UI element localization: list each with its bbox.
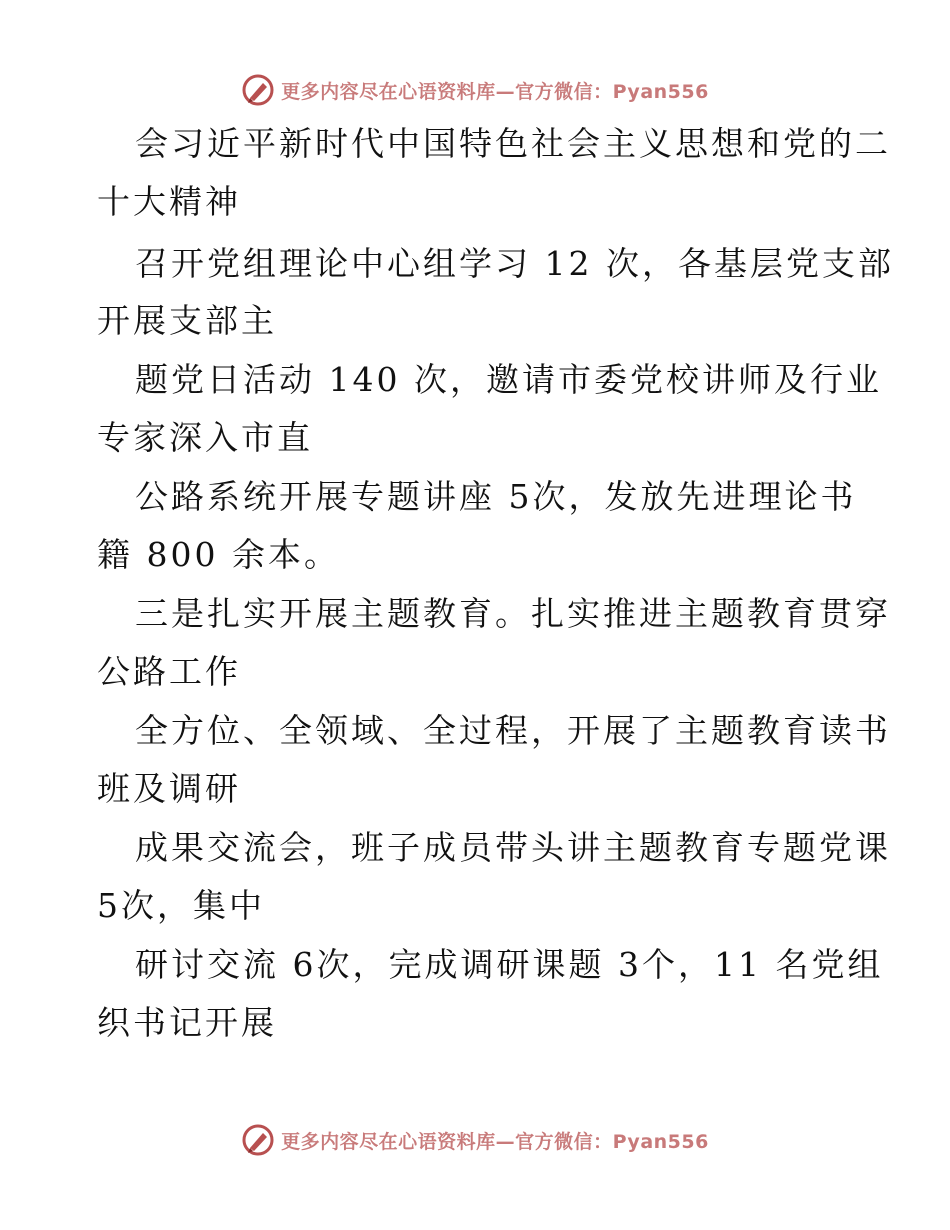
- body-line-6: 专家深入市直: [97, 418, 313, 457]
- body-line-14: 5次，集中: [97, 886, 265, 925]
- body-line-8: 籍 800 余本。: [97, 535, 340, 574]
- body-line-3: 召开党组理论中心组学习 12 次，各基层党支部: [135, 244, 894, 283]
- body-line-11: 全方位、全领域、全过程，开展了主题教育读书: [135, 711, 891, 750]
- body-line-12: 班及调研: [97, 769, 241, 808]
- body-line-7: 公路系统开展专题讲座 5次，发放先进理论书: [135, 477, 857, 516]
- pen-logo-icon: [241, 1123, 275, 1157]
- pen-logo-icon: [241, 73, 275, 107]
- body-line-1: 会习近平新时代中国特色社会主义思想和党的二: [135, 124, 891, 163]
- watermark-text: 更多内容尽在心语资料库—官方微信：Pyan556: [281, 1130, 709, 1153]
- footer-watermark: [0, 1120, 950, 1160]
- body-line-2: 十大精神: [97, 182, 241, 221]
- body-line-15: 研讨交流 6次，完成调研课题 3个，11 名党组: [135, 945, 884, 984]
- body-line-9: 三是扎实开展主题教育。扎实推进主题教育贯穿: [135, 594, 891, 633]
- body-line-13: 成果交流会，班子成员带头讲主题教育专题党课: [135, 828, 891, 867]
- body-line-5: 题党日活动 140 次，邀请市委党校讲师及行业: [135, 360, 882, 399]
- body-line-4: 开展支部主: [97, 301, 277, 340]
- watermark-text: 更多内容尽在心语资料库—官方微信：Pyan556: [281, 80, 709, 103]
- body-line-16: 织书记开展: [97, 1003, 277, 1042]
- body-line-10: 公路工作: [97, 652, 241, 691]
- header-watermark: [0, 70, 950, 110]
